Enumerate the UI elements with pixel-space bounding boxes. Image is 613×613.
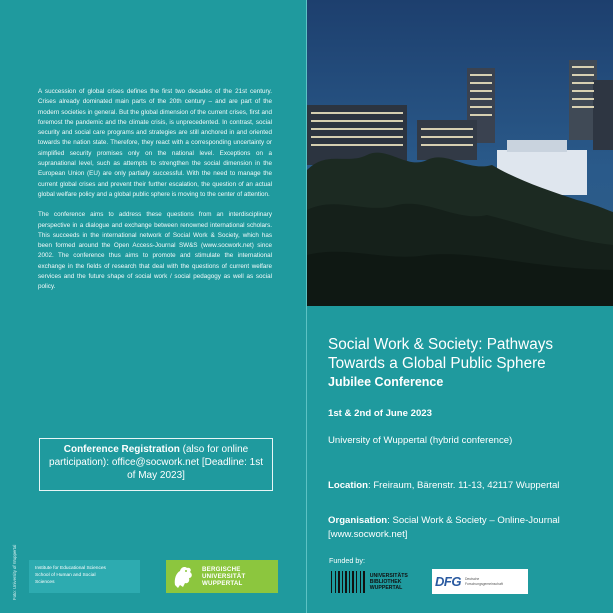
event-venue: University of Wuppertal (hybrid conference) <box>328 435 513 446</box>
university-logo-text <box>202 566 245 587</box>
location-text: : Freiraum, Bärenstr. 11-13, 42117 Wuppertal <box>367 480 560 491</box>
library-logo-line: BIBLIOTHEK <box>369 578 402 585</box>
event-location <box>328 479 598 493</box>
dfg-text-line: Forschungsgemeinschaft <box>464 581 503 586</box>
institute-logo <box>29 560 140 593</box>
university-logo <box>166 560 278 593</box>
university-logo-line: WUPPERTAL <box>202 580 243 587</box>
funded-by-label: Funded by: <box>329 556 365 565</box>
registration-box <box>39 438 273 491</box>
organisation-label: Organisation <box>328 515 388 526</box>
university-lion-icon <box>170 563 196 590</box>
library-barcode-icon <box>331 571 367 593</box>
institute-logo-line: Sciences <box>35 580 55 585</box>
location-label: Location <box>328 480 368 491</box>
dfg-text-line: Deutsche <box>464 577 480 582</box>
library-logo-line: WUPPERTAL <box>369 585 403 592</box>
library-logo-text <box>370 573 408 592</box>
event-title: Social Work & Society: Pathways Towards a Global Public Sphere <box>328 336 554 372</box>
dfg-text <box>465 577 503 586</box>
event-subtitle: Jubilee Conference <box>328 375 444 389</box>
library-logo <box>331 568 415 596</box>
event-date: 1st & 2nd of June 2023 <box>328 408 432 419</box>
institute-logo-line: School of Human and Social <box>35 573 96 578</box>
body-text <box>38 87 272 293</box>
registration-text: (also for online participation): office@socwork.net [Deadline: 1st of May 2023] <box>49 444 263 481</box>
aims-paragraph: The conference aims to address these questions from an interdisciplinary perspective in a dialogue and exchange between renowned international scholars. This succeeds in the international network of Social Work & Society, which has been formed around the Open Access-Journal SW&S (www.socwork.net) since 2002. The conference thus aims to promote and stimulate the international exchange in the fields of research that deal with the questions of current welfare services and the future shape of social work / social pedagogy as well as social policy. <box>38 211 272 291</box>
dfg-mark: DFG <box>435 574 461 589</box>
photo-credit <box>12 540 26 600</box>
registration-label: Conference Registration <box>63 444 180 455</box>
dfg-logo <box>432 569 528 594</box>
event-organisation <box>328 514 598 542</box>
intro-paragraph: A succession of global crises defines the first two decades of the 21st century. Crises already dominated main parts of the 20th century – and are part of the modern societies in general. But the global dimension of the current crises, first and foremost the pandemic and the climate crisis, is unprecedented. In contrast, social security and social care programs and strategies are still anchored in and oriented towards the nation state. Therefore, they react with a corresponding uncertainty or simplified security promises only on the national level. Exceptions on a supranational level, such as attempts to strengthen the social dimension in the European Union (EU) are only partially successful. With the need to manage the current global crises and prevent their further escalation, the question of an actual global welfare policy and a global public sphere is moving to the center of attention. <box>38 88 272 198</box>
organisation-text: : Social Work & Society – Online-Journal [www.socwork.net] <box>328 515 560 540</box>
photo-credit-text: Foto: University of Wuppertal <box>12 544 17 600</box>
university-logo-line: BERGISCHE <box>202 566 241 573</box>
right-panel <box>307 0 613 613</box>
campus-night-photo <box>307 0 613 306</box>
library-logo-line: UNIVERSITÄTS <box>369 572 408 579</box>
institute-logo-line: Institute for Educational Sciences <box>35 566 106 571</box>
university-logo-line: UNIVERSITÄT <box>202 573 246 580</box>
